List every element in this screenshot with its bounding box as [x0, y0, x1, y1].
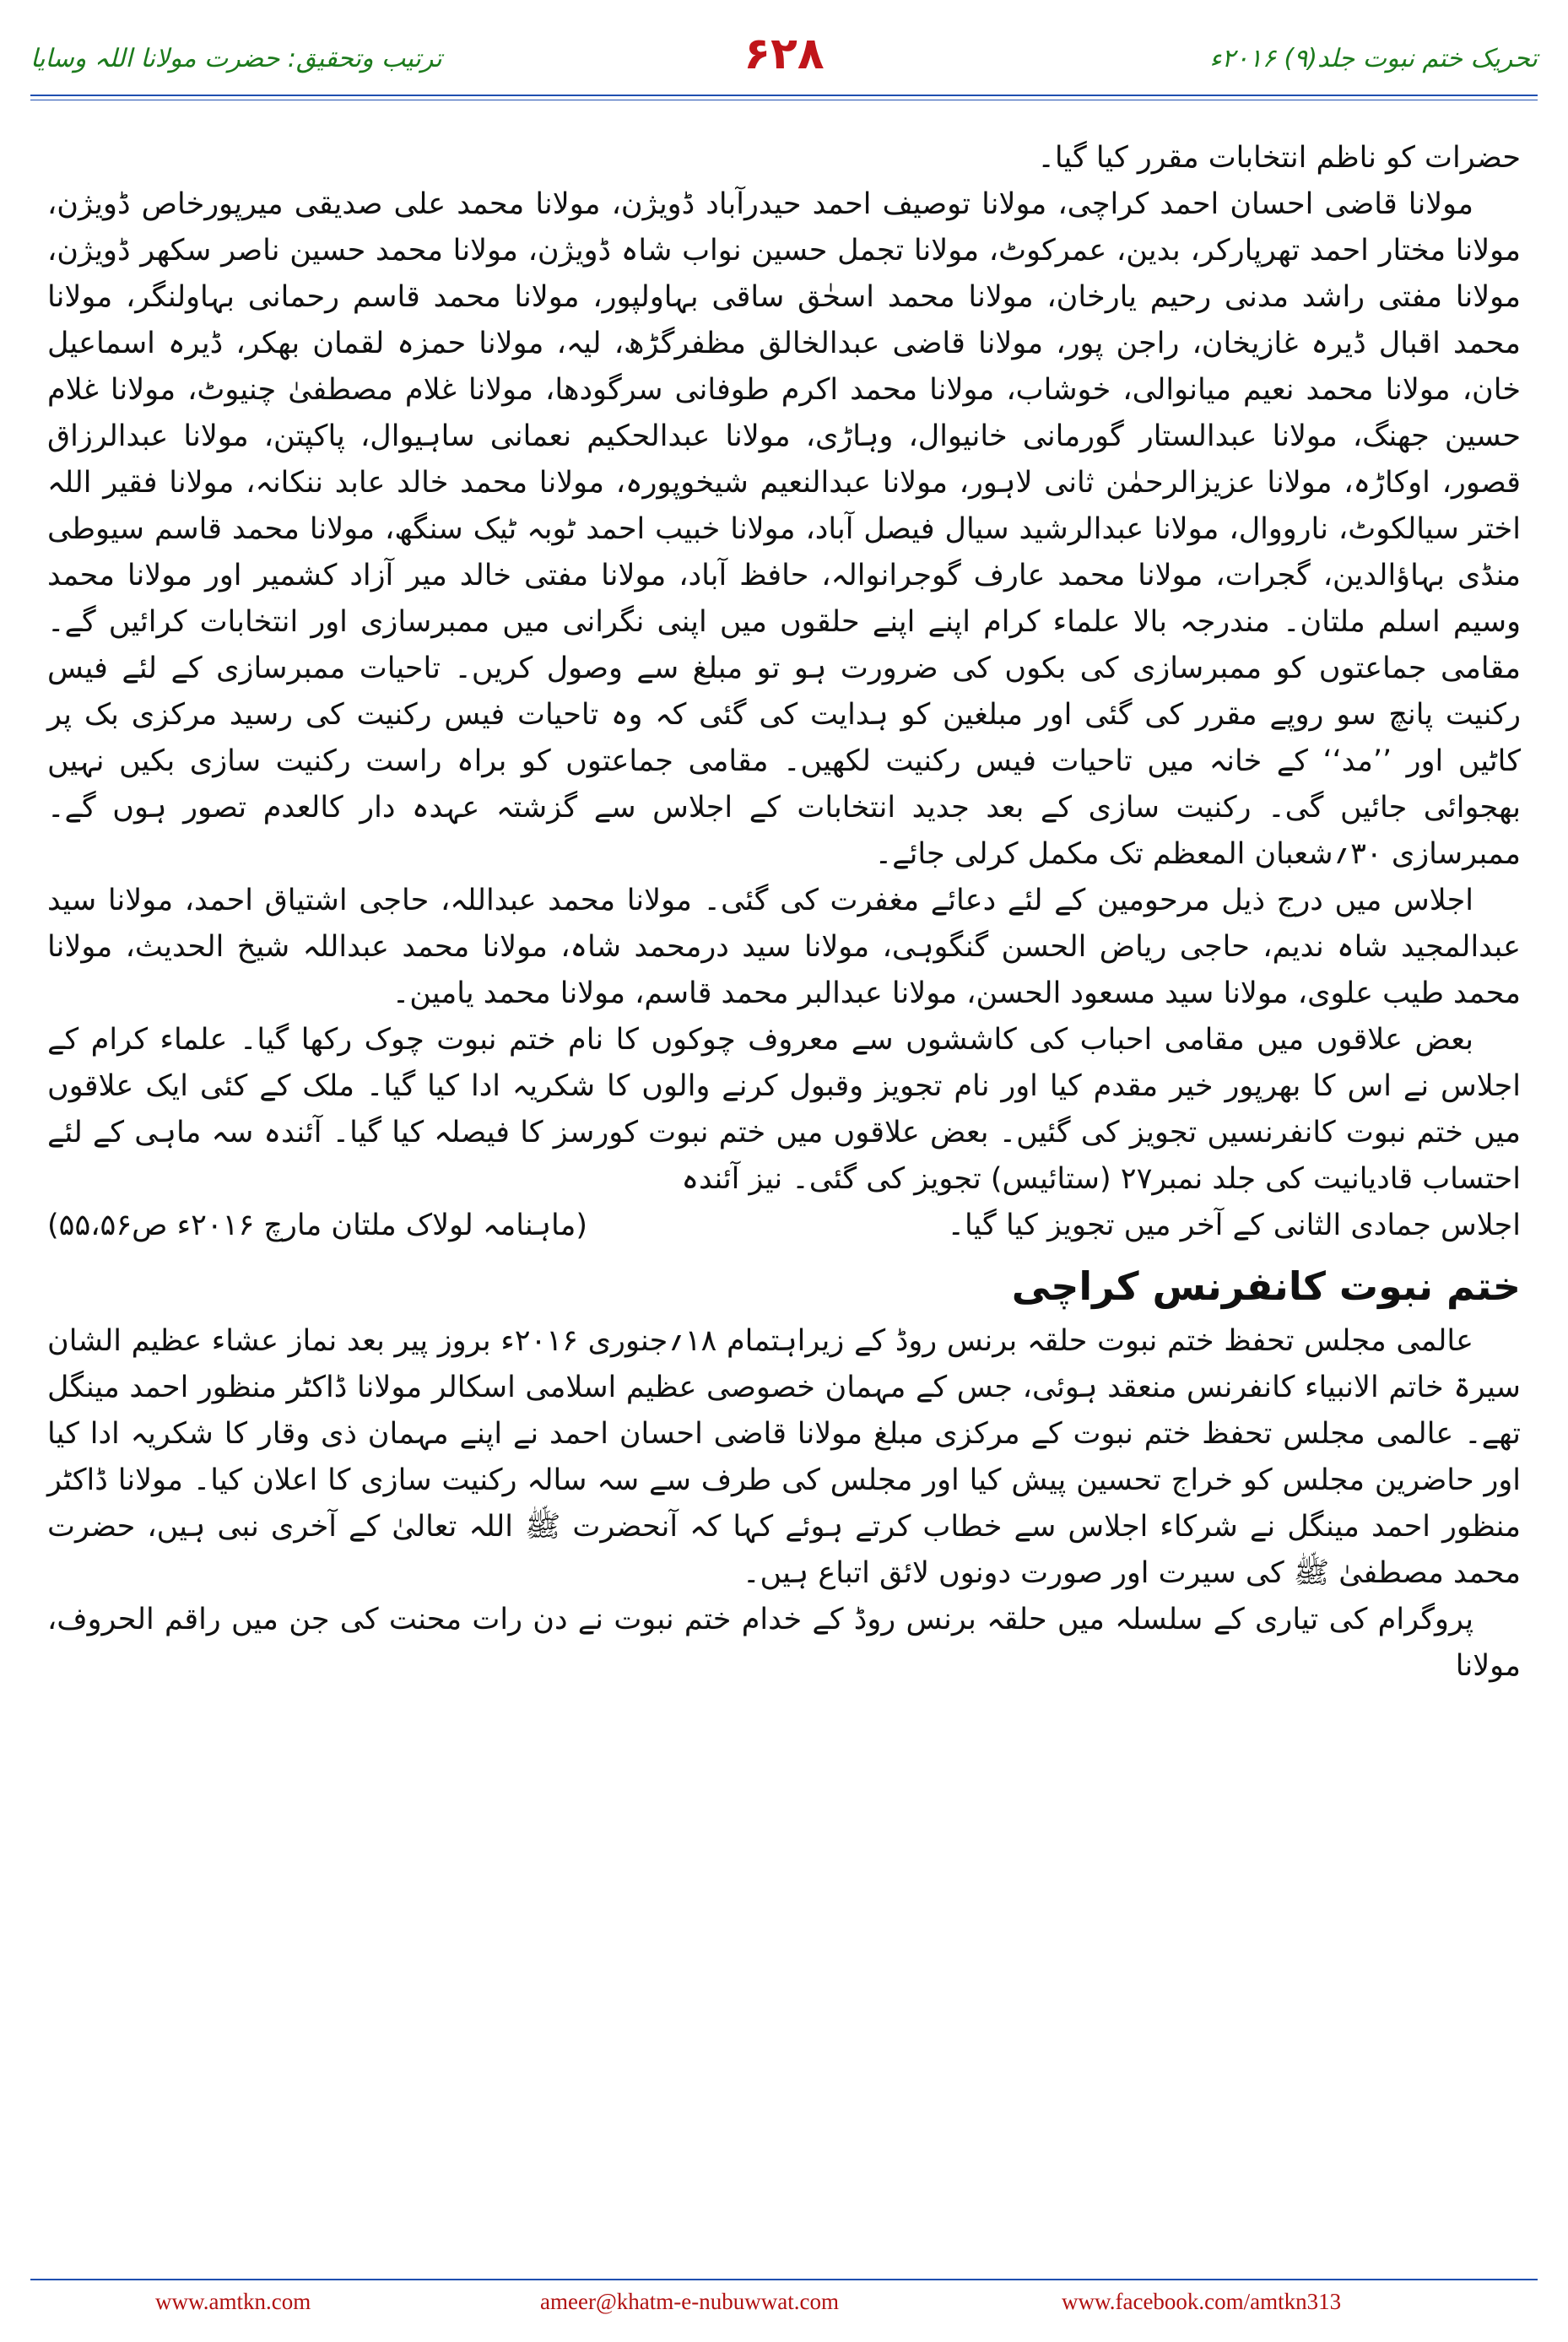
paragraph: مولانا قاضی احسان احمد کراچی، مولانا توصیف احمد حیدرآباد ڈویژن، مولانا محمد علی صدیقی میرپورخاص ڈویژن، مولانا مختار احمد تھرپارکر، بدین، عمرکوٹ، مولانا تجمل حسین نواب شاہ ڈویژن، مولانا محمد حسین ناصر سکھر ڈویژن، مولانا مفتی راشد مدنی رحیم یارخان، مولانا محمد اسحٰق ساقی بہاولپور، مولانا محمد قاسم رحمانی بہاولنگر، مولانا محمد اقبال ڈیرہ غازیخان، راجن پور، مولانا قاضی عبدالخالق مظفرگڑھ، لیہ، مولانا حمزہ لقمان بھکر، ڈیرہ اسماعیل خان، مولانا محمد نعیم میانوالی، خوشاب، مولانا محمد اکرم طوفانی سرگودھا، مولانا غلام مصطفیٰ چنیوٹ، مولانا غلام حسین جھنگ، مولانا عبدالستار گورمانی خانیوال، وہاڑی، مولانا عبدالحکیم نعمانی ساہیوال، پاکپتن، مولانا عبدالرزاق قصور، اوکاڑہ، مولانا عزیزالرحمٰن ثانی لاہور، مولانا عبدالنعیم شیخوپورہ، مولانا محمد خالد عابد ننکانہ، مولانا فقیر اللہ اختر سیالکوٹ، نارووال، مولانا عبدالرشید سیال فیصل آباد، مولانا خبیب احمد ٹوبہ ٹیک سنگھ، مولانا محمد قاسم سیوطی منڈی بہاؤالدین، گجرات، مولانا محمد عارف گوجرانوالہ، حافظ آباد، مولانا مفتی خالد میر آزاد کشمیر اور مولانا محمد وسیم اسلم ملتان۔ مندرجہ بالا علماء کرام اپنے اپنے حلقوں میں اپنی نگرانی میں ممبرسازی اور انتخابات کرائیں گے۔ مقامی جماعتوں کو ممبرسازی کی بکوں کی ضرورت ہو تو مبلغ سے وصول کریں۔ تاحیات ممبرسازی کے لئے فیس رکنیت پانچ سو روپے مقرر کی گئی اور مبلغین کو ہدایت کی گئی کہ وہ تاحیات فیس رکنیت کی رسید مرکزی بک پر کاٹیں اور ’’مد‘‘ کے خانہ میں تاحیات فیس رکنیت لکھیں۔ مقامی جماعتوں کو براہ راست رکنیت سازی بکیں نہیں بھجوائی جائیں گی۔ رکنیت سازی کے بعد جدید انتخابات کے اجلاس سے گزشتہ عہدہ دار کالعدم تصور ہوں گے۔ ممبرسازی ۳۰؍شعبان المعظم تک مکمل کرلی جائے۔	[47, 187, 1521, 871]
paragraph: حضرات کو ناظم انتخابات مقرر کیا گیا۔	[1037, 141, 1521, 175]
section-heading: ختم نبوت کانفرنس کراچی	[1011, 1263, 1521, 1309]
page-header	[0, 25, 1568, 93]
paragraph: عالمی مجلس تحفظ ختم نبوت حلقہ برنس روڈ کے زیراہتمام ۱۸؍جنوری ۲۰۱۶ء بروز پیر بعد نماز عشاء عظیم الشان سیرۃ خاتم الانبیاء کانفرنس منعقد ہوئی، جس کے مہمان خصوصی عظیم اسلامی اسکالر مولانا ڈاکٹر منظور احمد مینگل تھے۔ عالمی مجلس تحفظ ختم نبوت کے مرکزی مبلغ مولانا قاضی احسان احمد نے اپنے مہمان ذی وقار کا شکریہ ادا کیا اور حاضرین مجلس کو خراج تحسین پیش کیا اور مجلس کی طرف سے سہ سالہ رکنیت سازی کا اعلان کیا۔ مولانا ڈاکٹر منظور احمد مینگل نے شرکاء اجلاس سے خطاب کرتے ہوئے کہا کہ آنحضرت ﷺ اللہ تعالیٰ کے آخری نبی ہیں، حضرت محمد مصطفیٰ ﷺ کی سیرت اور صورت دونوں لائق اتباع ہیں۔	[47, 1324, 1521, 1590]
page-footer	[0, 2289, 1568, 2323]
page-number: ۶۲۸	[743, 29, 825, 79]
footer-rule	[30, 2279, 1538, 2280]
header-compiler: ترتیب وتحقیق: حضرت مولانا اللہ وسایا	[30, 44, 442, 73]
paragraph: اجلاس میں درج ذیل مرحومین کے لئے دعائے مغفرت کی گئی۔ مولانا محمد عبداللہ، حاجی اشتیاق احمد، مولانا سید عبدالمجید شاہ ندیم، حاجی ریاض الحسن گنگوہی، مولانا سید درمحمد شاہ، مولانا محمد عبداللہ شیخ الحدیث، مولانا محمد طیب علوی، مولانا سید مسعود الحسن، مولانا عبدالبر محمد قاسم، مولانا محمد یامین۔	[47, 884, 1521, 1010]
header-book-title: تحریک ختم نبوت جلد(۹) ۲۰۱۶ء	[1209, 44, 1538, 73]
footer-website-link[interactable]: www.amtkn.com	[155, 2289, 311, 2314]
citation-line	[47, 1203, 1521, 1249]
source-citation: (ماہنامہ لولاک ملتان مارچ ۲۰۱۶ء ص۵۵،۵۶)	[47, 1209, 588, 1242]
header-rule	[30, 95, 1538, 96]
paragraph: بعض علاقوں میں مقامی احباب کی کاششوں سے معروف چوکوں کا نام ختم نبوت چوک رکھا گیا۔ علماء کرام کے اجلاس نے اس کا بھرپور خیر مقدم کیا اور نام تجویز وقبول کرنے والوں کا شکریہ ادا کیا گیا۔ ملک کے کئی ایک علاقوں میں ختم نبوت کانفرنسیں تجویز کی گئیں۔ بعض علاقوں میں ختم نبوت کورسز کا فیصلہ کیا گیا۔ آئندہ سہ ماہی کے لئے احتساب قادیانیت کی جلد نمبر۲۷ (ستائیس) تجویز کی گئی۔ نیز آئندہ	[47, 1023, 1521, 1196]
footer-email-link[interactable]: ameer@khatm-e-nubuwwat.com	[540, 2289, 839, 2314]
page-body	[47, 135, 1521, 1690]
paragraph-last-line: اجلاس جمادی الثانی کے آخر میں تجویز کیا گیا۔	[947, 1209, 1521, 1242]
footer-facebook-link[interactable]: www.facebook.com/amtkn313	[1062, 2289, 1342, 2314]
paragraph: پروگرام کی تیاری کے سلسلہ میں حلقہ برنس روڈ کے خدام ختم نبوت نے دن رات محنت کی جن میں راقم الحروف، مولانا	[47, 1603, 1521, 1683]
